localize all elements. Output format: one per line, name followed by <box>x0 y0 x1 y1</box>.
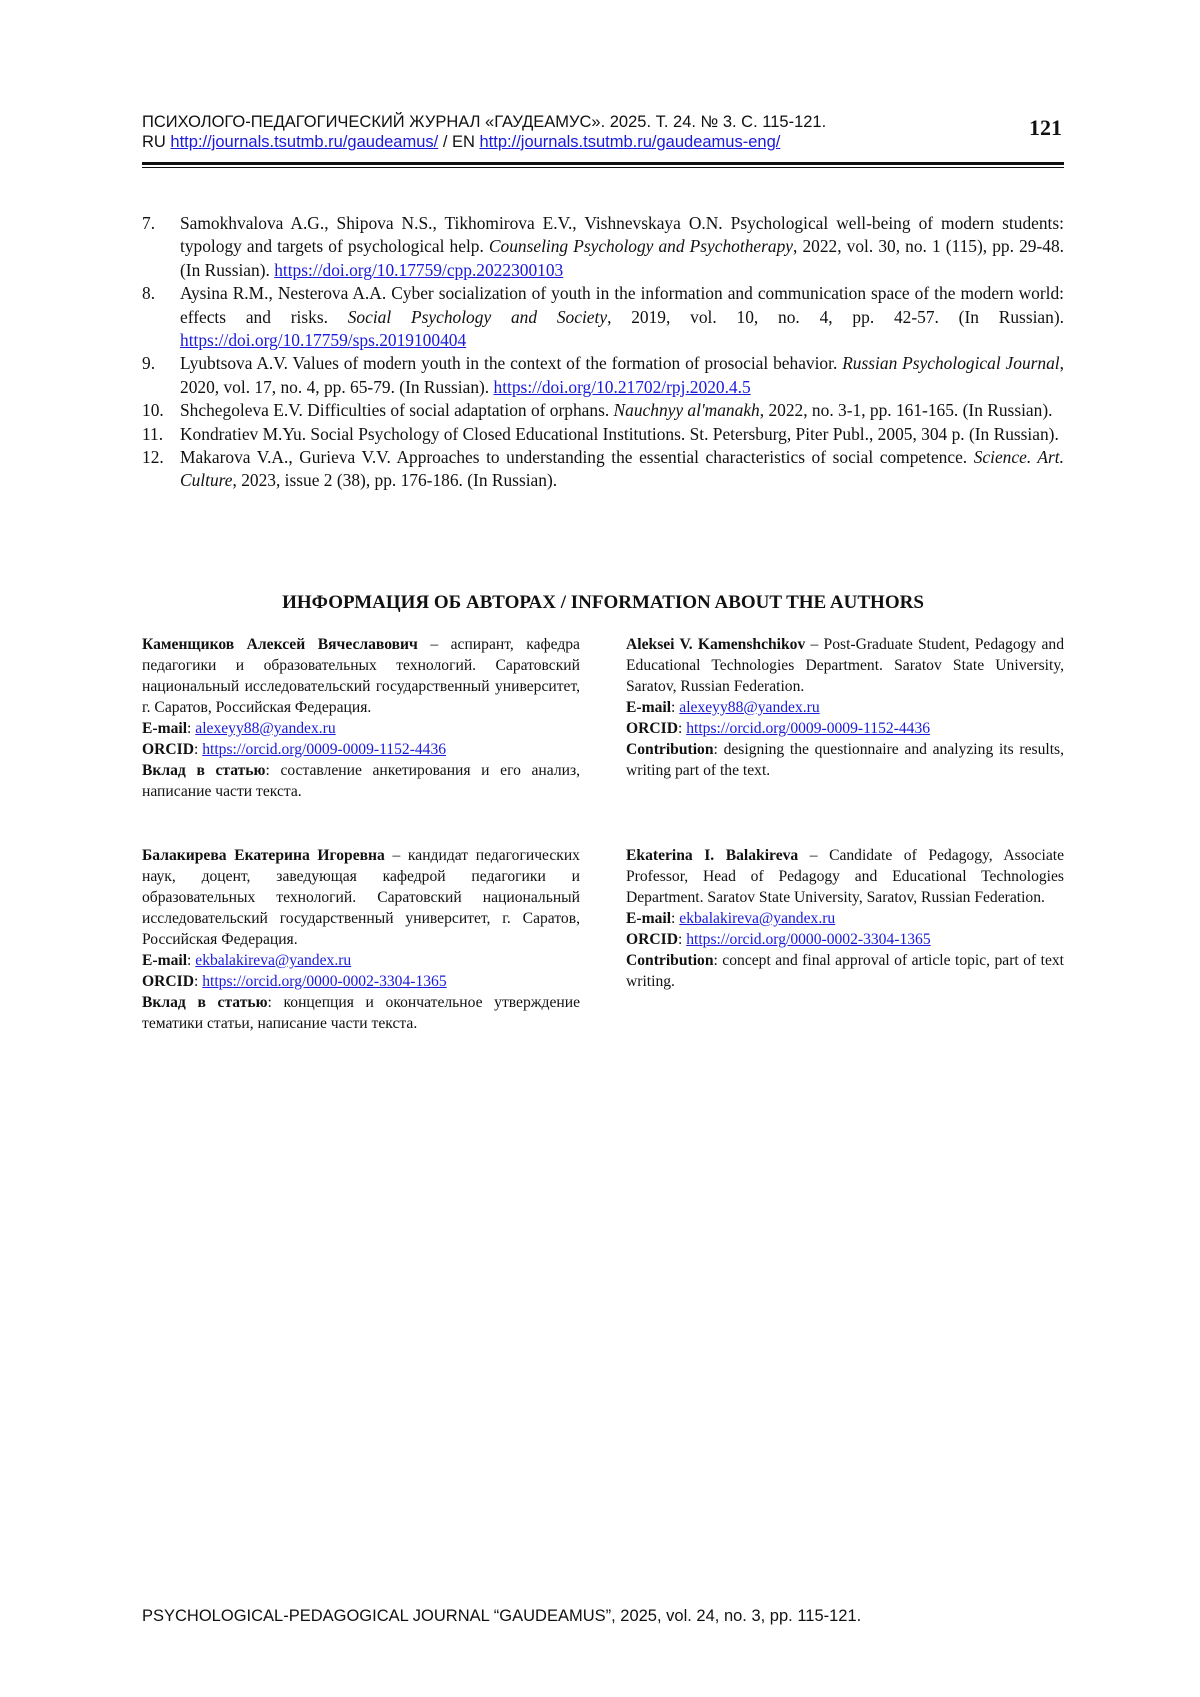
author-orcid-line: ORCID: https://orcid.org/0009-0009-1152-4436 <box>626 720 931 737</box>
ru-prefix: RU <box>142 133 171 151</box>
author-orcid-line: ORCID: https://orcid.org/0000-0002-3304-1365 <box>142 973 447 990</box>
author-card-ru <box>142 845 580 1034</box>
url-separator: / EN <box>438 133 480 151</box>
contribution-text: : concept and final approval of article topic, part of text writing. <box>626 952 1064 990</box>
orcid-label: ORCID <box>626 720 678 737</box>
reference-source: Counseling Psychology and Psychotherapy <box>488 236 793 257</box>
reference-item <box>142 423 1064 446</box>
author-orcid-link[interactable]: https://orcid.org/0000-0002-3304-1365 <box>202 973 447 990</box>
reference-number: 7. <box>142 213 156 233</box>
author-email-line: E-mail: ekbalakireva@yandex.ru <box>626 910 836 927</box>
author-contribution <box>626 739 1064 781</box>
author-name: Балакирева Екатерина Игоревна <box>142 847 385 864</box>
reference-text: Shchegoleva E.V. Difficulties of social adaptation of orphans. <box>180 400 614 421</box>
page-number: 121 <box>1029 115 1062 140</box>
reference-item <box>142 212 1064 282</box>
reference-number: 11. <box>142 423 164 444</box>
contribution-text: : концепция и окончательное утверждение тематики статьи, написание части текста. <box>142 994 580 1032</box>
author-email-link[interactable]: alexeyy88@yandex.ru <box>679 699 820 716</box>
author-orcid-link[interactable]: https://orcid.org/0009-0009-1152-4436 <box>686 720 931 737</box>
author-name: Aleksei V. Kamenshchikov <box>626 636 806 653</box>
reference-number: 8. <box>142 283 156 304</box>
reference-text: Kondratiev M.Yu. Social Psychology of Closed Educational Institutions. St. Petersburg, Piter Publ., 2005, 304 p. (In Russian). <box>180 423 1059 444</box>
header-rule-thin <box>142 167 1064 168</box>
reference-item <box>142 352 1064 399</box>
reference-list <box>142 212 1064 493</box>
author-contribution <box>626 950 1064 992</box>
reference-source: Science. Art. Culture <box>180 447 1064 491</box>
orcid-label: ORCID <box>626 931 678 948</box>
author-email-link[interactable]: alexeyy88@yandex.ru <box>195 720 336 737</box>
reference-text: Makarova V.A., Gurieva V.V. Approaches to understanding the essential characteristics of social competence. <box>180 447 974 468</box>
author-email-link[interactable]: ekbalakireva@yandex.ru <box>195 952 352 969</box>
contribution-label: Вклад в статью <box>142 762 266 779</box>
reference-source: Social Psychology and Society <box>347 306 608 327</box>
orcid-label: ORCID <box>142 741 194 758</box>
author-card-ru <box>142 634 580 802</box>
reference-text: Samokhvalova A.G., Shipova N.S., Tikhomirova E.V., Vishnevskaya O.N. Psychological well-being of modern students: typology and targets of psychological help. <box>180 213 1064 257</box>
author-orcid-link[interactable]: https://orcid.org/0000-0002-3304-1365 <box>686 931 931 948</box>
author-email-link[interactable]: ekbalakireva@yandex.ru <box>679 910 836 927</box>
email-label: E-mail <box>142 952 188 969</box>
author-orcid-link[interactable]: https://orcid.org/0009-0009-1152-4436 <box>202 741 447 758</box>
reference-number: 10. <box>142 400 164 421</box>
reference-doi-link[interactable]: https://doi.org/10.21702/rpj.2020.4.5 <box>493 376 751 397</box>
author-description: – кандидат педагогических наук, доцент, заведующая кафедрой педагогики и образовательных технологий. Саратовский национальный исследовательский государственный университет, г. Саратов, Российская Федерация. <box>142 847 580 948</box>
reference-item <box>142 446 1064 493</box>
email-label: E-mail <box>142 720 188 737</box>
reference-details: , 2020, vol. 17, no. 4, pp. 65-79. (In Russian). <box>180 353 1064 397</box>
reference-text: Lyubtsova A.V. Values of modern youth in the context of the formation of prosocial behavior. <box>180 353 843 374</box>
reference-number: 9. <box>142 353 156 374</box>
author-email-line: E-mail: alexeyy88@yandex.ru <box>626 699 820 716</box>
reference-text: Aysina R.M., Nesterova A.A. Cyber socialization of youth in the information and communication space of the modern world: effects and risks. <box>180 283 1064 327</box>
reference-item <box>142 282 1064 352</box>
author-name: Каменщиков Алексей Вячеславович <box>142 636 418 653</box>
author-name: Ekaterina I. Balakireva <box>626 847 799 864</box>
ru-journal-link[interactable]: http://journals.tsutmb.ru/gaudeamus/ <box>170 133 439 151</box>
author-email-line: E-mail: alexeyy88@yandex.ru <box>142 720 336 737</box>
contribution-label: Вклад в статью <box>142 994 268 1011</box>
header-rule-thick <box>142 162 1064 165</box>
author-bio <box>142 634 580 718</box>
author-card-en <box>626 845 1064 992</box>
contribution-label: Contribution <box>626 741 714 758</box>
reference-doi-link[interactable]: https://doi.org/10.17759/cpp.2022300103 <box>274 259 564 280</box>
reference-source: Russian Psychological Journal <box>842 353 1060 374</box>
reference-item <box>142 399 1064 422</box>
email-label: E-mail <box>626 699 672 716</box>
author-contribution <box>142 992 580 1034</box>
reference-number: 12. <box>142 447 164 468</box>
author-bio <box>626 845 1064 908</box>
author-contribution <box>142 760 580 802</box>
author-description: – аспирант, кафедра педагогики и образовательных технологий. Саратовский национальный исследовательский государственный университет, г. Саратов, Российская Федерация. <box>142 636 580 716</box>
email-label: E-mail <box>626 910 672 927</box>
author-orcid-line: ORCID: https://orcid.org/0009-0009-1152-4436 <box>142 741 447 758</box>
contribution-text: : designing the questionnaire and analyzing its results, writing part of the text. <box>626 741 1064 779</box>
contribution-label: Contribution <box>626 952 714 969</box>
author-bio <box>142 845 580 950</box>
reference-details: , 2023, issue 2 (38), pp. 176-186. (In Russian). <box>232 470 558 491</box>
journal-urls-line <box>142 132 1062 152</box>
author-card-en <box>626 634 1064 781</box>
author-orcid-line: ORCID: https://orcid.org/0000-0002-3304-1365 <box>626 931 931 948</box>
reference-doi-link[interactable]: https://doi.org/10.17759/sps.2019100404 <box>180 330 467 351</box>
en-journal-link[interactable]: http://journals.tsutmb.ru/gaudeamus-eng/ <box>479 133 781 151</box>
authors-section-title: ИНФОРМАЦИЯ ОБ АВТОРАХ / INFORMATION ABOUT THE AUTHORS <box>282 592 924 613</box>
reference-details: , 2019, vol. 10, no. 4, pp. 42-57. (In Russian). <box>607 306 1064 327</box>
author-description: – Post-Graduate Student, Pedagogy and Educational Technologies Department. Saratov State University, Saratov, Russian Federation. <box>626 636 1064 695</box>
author-description: – Candidate of Pedagogy, Associate Professor, Head of Pedagogy and Educational Technologies Department. Saratov State University, Saratov, Russian Federation. <box>626 847 1064 906</box>
reference-details: , 2022, vol. 30, no. 1 (115), pp. 29-48. (In Russian). <box>180 236 1064 280</box>
running-head <box>142 112 1062 152</box>
journal-title-line: ПСИХОЛОГО-ПЕДАГОГИЧЕСКИЙ ЖУРНАЛ «ГАУДЕАМУС». 2025. Т. 24. № 3. С. 115-121. <box>142 113 827 131</box>
author-email-line: E-mail: ekbalakireva@yandex.ru <box>142 952 352 969</box>
reference-source: Nauchnyy al'manakh <box>613 400 760 421</box>
author-bio <box>626 634 1064 697</box>
contribution-text: : составление анкетирования и его анализ, написание части текста. <box>142 762 581 800</box>
reference-details: , 2022, no. 3-1, pp. 161-165. (In Russian). <box>759 400 1053 421</box>
orcid-label: ORCID <box>142 973 194 990</box>
running-footer: PSYCHOLOGICAL-PEDAGOGICAL JOURNAL “GAUDEAMUS”, 2025, vol. 24, no. 3, pp. 115-121. <box>142 1607 862 1625</box>
